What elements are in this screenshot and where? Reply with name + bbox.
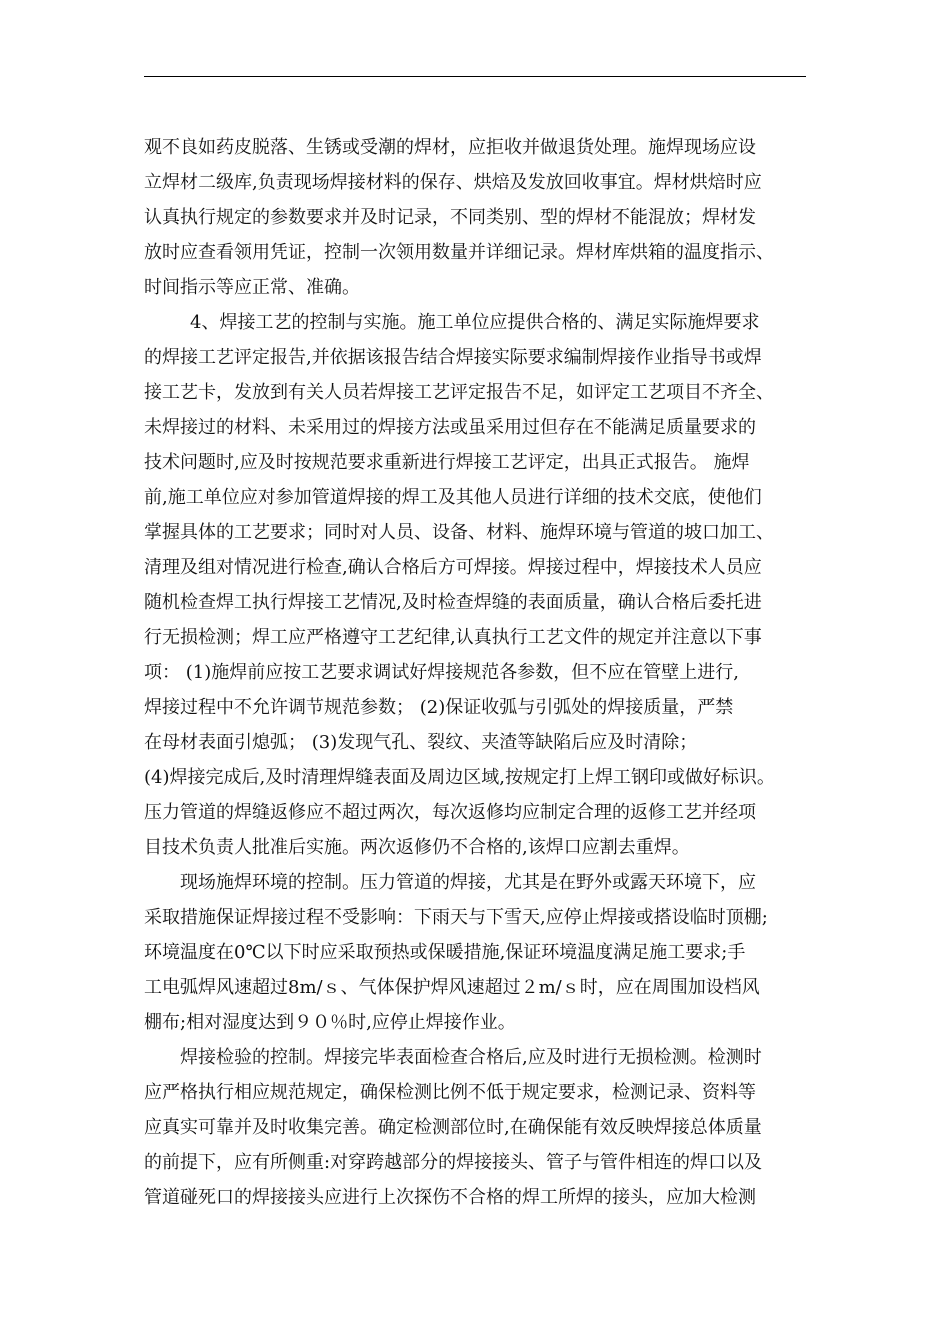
text-line: 4、焊接工艺的控制与实施。施工单位应提供合格的、满足实际施焊要求 <box>190 312 760 333</box>
text-line: 工电弧焊风速超过8m/ｓ、气体保护焊风速超过２m/ｓ时，应在周围加设档风 <box>144 977 760 998</box>
text-line: 在母材表面引熄弧； (3)发现气孔、裂纹、夹渣等缺陷后应及时清除； <box>144 732 698 753</box>
text-line: 放时应查看领用凭证，控制一次领用数量并详细记录。焊材库烘箱的温度指示、 <box>144 242 774 263</box>
text-line: 压力管道的焊缝返修应不超过两次，每次返修均应制定合理的返修工艺并经项 <box>144 802 756 823</box>
text-line: 立焊材二级库,负责现场焊接材料的保存、烘焙及发放回收事宜。焊材烘焙时应 <box>144 172 762 193</box>
text-line: 掌握具体的工艺要求；同时对人员、设备、材料、施焊环境与管道的坡口加工、 <box>144 522 774 543</box>
text-line: 前,施工单位应对参加管道焊接的焊工及其他人员进行详细的技术交底，使他们 <box>144 487 762 508</box>
text-line: 焊接过程中不允许调节规范参数； (2)保证收弧与引弧处的焊接质量，严禁 <box>144 697 734 718</box>
text-line: 现场施焊环境的控制。压力管道的焊接，尤其是在野外或露天环境下，应 <box>180 872 756 893</box>
text-line: 清理及组对情况进行检查,确认合格后方可焊接。焊接过程中，焊接技术人员应 <box>144 557 762 578</box>
text-line: 采取措施保证焊接过程不受影响：下雨天与下雪天,应停止焊接或搭设临时顶棚; <box>144 907 768 928</box>
text-line: (4)焊接完成后,及时清理焊缝表面及周边区域,按规定打上焊工钢印或做好标识。 <box>144 767 775 788</box>
text-line: 观不良如药皮脱落、生锈或受潮的焊材，应拒收并做退货处理。施焊现场应设 <box>144 137 756 158</box>
text-line: 应真实可靠并及时收集完善。确定检测部位时,在确保能有效反映焊接总体质量 <box>144 1117 762 1138</box>
text-line: 棚布;相对湿度达到９０％时,应停止焊接作业。 <box>144 1012 516 1033</box>
text-line: 未焊接过的材料、未采用过的焊接方法或虽采用过但存在不能满足质量要求的 <box>144 417 756 438</box>
text-line: 环境温度在0℃以下时应采取预热或保暖措施,保证环境温度满足施工要求;手 <box>144 942 746 963</box>
text-line: 的前提下，应有所侧重:对穿跨越部分的焊接接头、管子与管件相连的焊口以及 <box>144 1152 763 1173</box>
text-line: 认真执行规定的参数要求并及时记录，不同类别、型的焊材不能混放；焊材发 <box>144 207 756 228</box>
text-line: 应严格执行相应规范规定，确保检测比例不低于规定要求，检测记录、资料等 <box>144 1082 756 1103</box>
text-line: 项： (1)施焊前应按工艺要求调试好焊接规范各参数，但不应在管壁上进行, <box>144 662 739 683</box>
text-line: 目技术负责人批准后实施。两次返修仍不合格的,该焊口应割去重焊。 <box>144 837 690 858</box>
text-line: 技术问题时,应及时按规范要求重新进行焊接工艺评定，出具正式报告。 施焊 <box>144 452 750 473</box>
text-line: 行无损检测；焊工应严格遵守工艺纪律,认真执行工艺文件的规定并注意以下事 <box>144 627 762 648</box>
text-line: 时间指示等应正常、准确。 <box>144 277 360 298</box>
text-line: 随机检查焊工执行焊接工艺情况,及时检查焊缝的表面质量，确认合格后委托进 <box>144 592 762 613</box>
text-line: 焊接检验的控制。焊接完毕表面检查合格后,应及时进行无损检测。检测时 <box>180 1047 762 1068</box>
text-line: 管道碰死口的焊接接头应进行上次探伤不合格的焊工所焊的接头，应加大检测 <box>144 1187 756 1208</box>
text-line: 接工艺卡，发放到有关人员若焊接工艺评定报告不足，如评定工艺项目不齐全、 <box>144 382 774 403</box>
text-line: 的焊接工艺评定报告,并依据该报告结合焊接实际要求编制焊接作业指导书或焊 <box>144 347 762 368</box>
